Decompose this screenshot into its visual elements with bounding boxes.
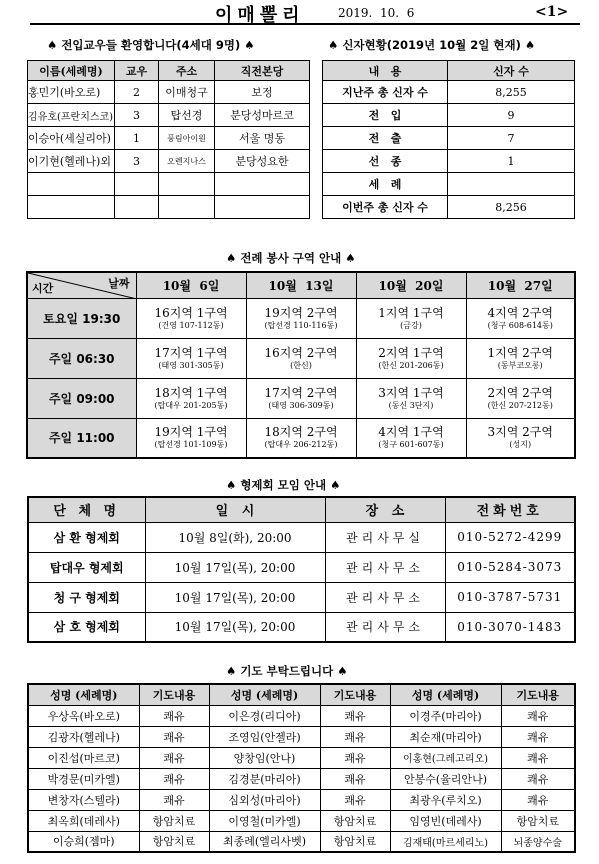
- date-header: 10월 13일: [246, 272, 356, 298]
- stat-label: 전 출: [323, 127, 448, 150]
- area-label: 3지역 2구역: [487, 425, 553, 440]
- phone-number: 010-3070-1483: [445, 612, 575, 642]
- area-label: 1지역 2구역: [487, 345, 553, 360]
- prayer-name: 최옥희(데레사): [28, 810, 139, 831]
- table-row: [28, 196, 310, 219]
- prayer-name: 이홍현(그레고리오): [390, 747, 501, 768]
- area-detail: (건영 107-112동): [158, 320, 224, 330]
- stat-value: 8,255: [448, 81, 575, 104]
- prayer-name: 이승희(젬마): [28, 831, 139, 852]
- area-detail: (탑선경 101-109동): [154, 440, 228, 450]
- prayer-name: 박경문(미카엘): [28, 768, 139, 789]
- area-cell: [246, 338, 356, 378]
- table-row: [27, 298, 575, 338]
- table-row: [28, 768, 575, 789]
- prayer-intent: 쾌유: [501, 789, 575, 810]
- table-row: [28, 789, 575, 810]
- time-date-corner: [27, 272, 136, 298]
- column-header: 직전본당: [215, 61, 310, 81]
- time-slot: 주일 09:00: [27, 378, 136, 418]
- stat-label: 지난주 총 신자 수: [323, 81, 448, 104]
- phone-number: 010-3787-5731: [445, 582, 575, 612]
- prayer-name: 조영임(안젤라): [209, 726, 320, 747]
- column-header: 일 시: [145, 497, 325, 522]
- prayer-name: 임영빈(데레사): [390, 810, 501, 831]
- table-row: [28, 831, 575, 852]
- new-families-table: [27, 60, 310, 219]
- area-cell: [136, 418, 246, 458]
- table-row: [28, 612, 575, 642]
- prayer-intent: 쾌유: [320, 747, 390, 768]
- stat-value: 7: [448, 127, 575, 150]
- table-row: [28, 747, 575, 768]
- prayer-intent: 쾌유: [501, 747, 575, 768]
- prayer-name: 김광자(헬레나): [28, 726, 139, 747]
- group-name: 청 구 형제회: [28, 582, 145, 612]
- prayer-name: 김경분(마리아): [209, 768, 320, 789]
- date-header: 10월 6일: [136, 272, 246, 298]
- area-cell: [246, 378, 356, 418]
- parish-cell: [215, 173, 310, 196]
- address-cell: 풍림아이원: [159, 127, 215, 150]
- name-cell: [28, 173, 115, 196]
- prayer-name: 이영철(미카엘): [209, 810, 320, 831]
- stat-label: 선 종: [323, 150, 448, 173]
- stat-value: [448, 173, 575, 196]
- column-header: 주소: [159, 61, 215, 81]
- prayer-intent: 쾌유: [139, 705, 209, 726]
- table-row: [28, 705, 575, 726]
- new-families-title: ♠ 전입교우들 환영합니다(4세대 9명) ♠: [47, 38, 255, 52]
- table-row: [28, 810, 575, 831]
- count-cell: 2: [115, 81, 159, 104]
- area-detail: (탑선경 110-116동): [264, 320, 338, 330]
- count-cell: 1: [115, 127, 159, 150]
- header-title: 이매뽈리: [215, 5, 305, 26]
- column-header: 성명 (세례명): [28, 684, 139, 705]
- area-label: 17지역 1구역: [154, 345, 228, 360]
- table-row: [323, 127, 575, 150]
- page-header: [0, 0, 599, 26]
- prayer-name: 안봉수(율리안나): [390, 768, 501, 789]
- area-cell: [466, 298, 575, 338]
- area-label: 16지역 2구역: [264, 345, 338, 360]
- area-detail: (청구 608-614동): [487, 320, 553, 330]
- area-label: 17지역 2구역: [264, 385, 338, 400]
- area-cell: [466, 378, 575, 418]
- table-row: [28, 173, 310, 196]
- area-label: 16지역 1구역: [154, 305, 228, 320]
- table-row: [27, 338, 575, 378]
- area-detail: (태영 306-309동): [268, 400, 334, 410]
- area-label: 18지역 1구역: [154, 385, 228, 400]
- count-cell: 3: [115, 150, 159, 173]
- prayer-name: 최광우(루치오): [390, 789, 501, 810]
- prayer-intent: 쾌유: [139, 747, 209, 768]
- table-row: [28, 150, 310, 173]
- area-cell: [466, 338, 575, 378]
- address-cell: 이매청구: [159, 81, 215, 104]
- group-name: 삼 환 형제회: [28, 522, 145, 552]
- phone-number: 010-5272-4299: [445, 522, 575, 552]
- area-detail: (청구 601-607동): [378, 440, 444, 450]
- column-header: 장 소: [325, 497, 445, 522]
- stat-label: 이번주 총 신자 수: [323, 196, 448, 219]
- area-label: 1지역 1구역: [378, 305, 444, 320]
- count-cell: [115, 173, 159, 196]
- address-cell: [159, 196, 215, 219]
- prayer-intent: 쾌유: [501, 726, 575, 747]
- group-name: 삼 호 형제회: [28, 612, 145, 642]
- area-cell: [246, 418, 356, 458]
- column-header: 기도내용: [320, 684, 390, 705]
- address-cell: 탑선경: [159, 104, 215, 127]
- prayer-name: 이은경(리디아): [209, 705, 320, 726]
- prayer-name: 최순재(마리아): [390, 726, 501, 747]
- prayer-intent: 쾌유: [320, 768, 390, 789]
- brotherhood-title: ♠ 형제회 모임 안내 ♠: [226, 478, 341, 492]
- address-cell: [159, 173, 215, 196]
- header-page-number: <1>: [535, 4, 569, 20]
- area-cell: [136, 298, 246, 338]
- column-header: 신자 수: [448, 61, 575, 81]
- stat-value: 1: [448, 150, 575, 173]
- prayer-name: 변창자(스텔라): [28, 789, 139, 810]
- table-row: [323, 173, 575, 196]
- prayer-intent: 항암치료: [139, 810, 209, 831]
- table-row: [323, 104, 575, 127]
- parish-cell: 서울 명동: [215, 127, 310, 150]
- liturgy-table: [26, 271, 576, 459]
- time-slot: 주일 06:30: [27, 338, 136, 378]
- count-cell: [115, 196, 159, 219]
- address-cell: 오렌지나스: [159, 150, 215, 173]
- prayer-intent: 항암치료: [139, 831, 209, 852]
- area-label: 19지역 2구역: [264, 305, 338, 320]
- table-row: [28, 582, 575, 612]
- meeting-place: 관리사무소: [325, 612, 445, 642]
- table-row: [28, 127, 310, 150]
- area-detail: (태영 301-305동): [158, 360, 224, 370]
- date-header: 10월 20일: [356, 272, 466, 298]
- prayer-name: 이경주(마리아): [390, 705, 501, 726]
- table-row: [27, 378, 575, 418]
- prayer-intent: 쾌유: [139, 768, 209, 789]
- name-cell: 홍민기(바오로): [28, 81, 115, 104]
- area-label: 18지역 2구역: [264, 425, 338, 440]
- prayer-name: 최종례(엘리사벳): [209, 831, 320, 852]
- meeting-time: 10월 17일(목), 20:00: [145, 612, 325, 642]
- area-cell: [356, 338, 466, 378]
- table-row: [28, 81, 310, 104]
- area-cell: [246, 298, 356, 338]
- stat-label: 전 입: [323, 104, 448, 127]
- prayer-table: [27, 683, 576, 853]
- table-row: [323, 150, 575, 173]
- area-cell: [356, 418, 466, 458]
- area-cell: [136, 338, 246, 378]
- area-cell: [356, 378, 466, 418]
- prayer-intent: 쾌유: [139, 789, 209, 810]
- stats-table: [322, 60, 575, 219]
- liturgy-header-row: [27, 272, 575, 298]
- parish-cell: 분당성요한: [215, 150, 310, 173]
- area-detail: (동부코오롱): [497, 360, 543, 370]
- area-detail: (금강): [400, 320, 422, 330]
- column-header: 내 용: [323, 61, 448, 81]
- prayer-name: 양창임(안나): [209, 747, 320, 768]
- area-detail: (한신): [290, 360, 312, 370]
- stats-header-row: [323, 61, 575, 81]
- area-label: 19지역 1구역: [154, 425, 228, 440]
- prayer-intent: 뇌종양수술: [501, 831, 575, 852]
- prayer-intent: 쾌유: [501, 768, 575, 789]
- meeting-place: 관리사무실: [325, 522, 445, 552]
- phone-number: 010-5284-3073: [445, 552, 575, 582]
- column-header: 기도내용: [501, 684, 575, 705]
- stat-value: 8,256: [448, 196, 575, 219]
- column-header: 단 체 명: [28, 497, 145, 522]
- table-row: [28, 552, 575, 582]
- prayer-name: 이진섭(마르코): [28, 747, 139, 768]
- area-label: 2지역 1구역: [378, 345, 444, 360]
- meeting-place: 관리사무소: [325, 552, 445, 582]
- prayer-name: 김재태(마르세리노): [390, 831, 501, 852]
- area-label: 4지역 1구역: [378, 425, 444, 440]
- table-row: [323, 196, 575, 219]
- prayer-name: 심외성(마리아): [209, 789, 320, 810]
- prayer-intent: 쾌유: [320, 726, 390, 747]
- area-detail: (탑대우 201-205동): [154, 400, 228, 410]
- area-label: 4지역 2구역: [487, 305, 553, 320]
- table-row: [323, 81, 575, 104]
- new-families-header-row: [28, 61, 310, 81]
- prayer-title: ♠ 기도 부탁드립니다 ♠: [226, 664, 348, 678]
- table-row: [28, 522, 575, 552]
- area-label: 3지역 1구역: [378, 385, 444, 400]
- parish-cell: 보정: [215, 81, 310, 104]
- column-header: 전화번호: [445, 497, 575, 522]
- column-header: 성명 (세례명): [390, 684, 501, 705]
- area-detail: (한신 201-206동): [378, 360, 444, 370]
- column-header: 성명 (세례명): [209, 684, 320, 705]
- meeting-place: 관리사무소: [325, 582, 445, 612]
- table-row: [28, 726, 575, 747]
- area-cell: [356, 298, 466, 338]
- area-detail: (한신 207-212동): [487, 400, 553, 410]
- corner-date-label: 날짜: [108, 277, 130, 290]
- column-header: 교우: [115, 61, 159, 81]
- header-date: 2019. 10. 6: [338, 6, 415, 20]
- prayer-intent: 항암치료: [320, 831, 390, 852]
- group-name: 탑대우 형제회: [28, 552, 145, 582]
- area-label: 2지역 2구역: [487, 385, 553, 400]
- column-header: 이름(세례명): [28, 61, 115, 81]
- parish-cell: [215, 196, 310, 219]
- meeting-time: 10월 17일(목), 20:00: [145, 582, 325, 612]
- meeting-time: 10월 17일(목), 20:00: [145, 552, 325, 582]
- time-slot: 주일 11:00: [27, 418, 136, 458]
- area-cell: [466, 418, 575, 458]
- parish-cell: 분당성마르코: [215, 104, 310, 127]
- prayer-intent: 쾌유: [320, 705, 390, 726]
- meeting-time: 10월 8일(화), 20:00: [145, 522, 325, 552]
- name-cell: 김유호(프란치스코): [28, 104, 115, 127]
- brotherhood-table: [27, 496, 576, 643]
- table-row: [27, 418, 575, 458]
- prayer-name: 우상옥(바오로): [28, 705, 139, 726]
- stat-label: 세 례: [323, 173, 448, 196]
- liturgy-title: ♠ 전례 봉사 구역 안내 ♠: [226, 251, 356, 265]
- prayer-intent: 쾌유: [139, 726, 209, 747]
- area-detail: (탑대우 206-212동): [264, 440, 338, 450]
- date-header: 10월 27일: [466, 272, 575, 298]
- prayer-intent: 쾌유: [320, 789, 390, 810]
- name-cell: [28, 196, 115, 219]
- prayer-header-row: [28, 684, 575, 705]
- column-header: 기도내용: [139, 684, 209, 705]
- count-cell: 3: [115, 104, 159, 127]
- table-row: [28, 104, 310, 127]
- stats-title: ♠ 신자현황(2019년 10월 2일 현재) ♠: [328, 38, 536, 52]
- name-cell: 이승아(세실리아): [28, 127, 115, 150]
- area-cell: [136, 378, 246, 418]
- header-rule: [30, 23, 580, 25]
- prayer-intent: 쾌유: [501, 705, 575, 726]
- area-detail: (성지): [509, 440, 532, 450]
- corner-time-label: 시간: [32, 282, 54, 295]
- name-cell: 이기현(헬레나)외: [28, 150, 115, 173]
- stat-value: 9: [448, 104, 575, 127]
- brotherhood-header-row: [28, 497, 575, 522]
- time-slot: 토요일 19:30: [27, 298, 136, 338]
- area-detail: (동신 3단지): [388, 400, 434, 410]
- prayer-intent: 항암치료: [320, 810, 390, 831]
- prayer-intent: 항암치료: [501, 810, 575, 831]
